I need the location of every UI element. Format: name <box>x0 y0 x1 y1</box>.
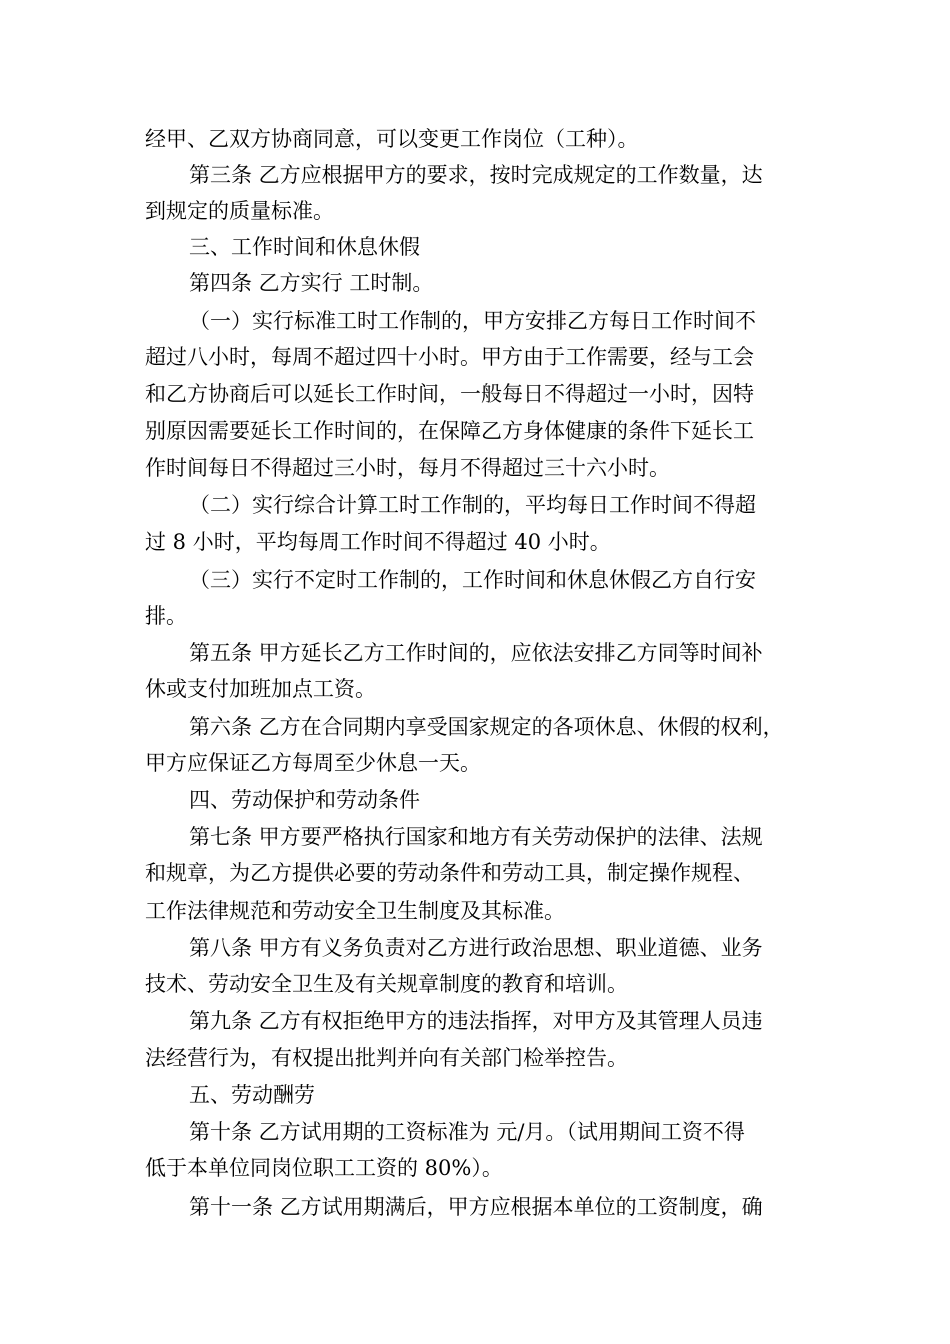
text-line: （三）实行不定时工作制的，工作时间和休息休假乙方自行安 <box>189 568 756 592</box>
text-line: 第五条 甲方延长乙方工作时间的，应依法安排乙方同等时间补 <box>189 641 763 665</box>
text-line: （二）实行综合计算工时工作制的，平均每日工作时间不得超 <box>189 493 756 517</box>
text-line: 第九条 乙方有权拒绝甲方的违法指挥，对甲方及其管理人员违 <box>189 1009 763 1033</box>
text-line: 休或支付加班加点工资。 <box>145 677 376 701</box>
text-line: 第六条 乙方在合同期内享受国家规定的各项休息、休假的权利， <box>189 715 784 739</box>
text-line: 第三条 乙方应根据甲方的要求，按时完成规定的工作数量，达 <box>189 163 763 187</box>
text-line: 技术、劳动安全卫生及有关规章制度的教育和培训。 <box>145 972 628 996</box>
text-line: 超过八小时，每周不超过四十小时。甲方由于工作需要，经与工会 <box>145 345 754 369</box>
text-line: 到规定的质量标准。 <box>145 199 334 223</box>
text-line: （一）实行标准工时工作制的，甲方安排乙方每日工作时间不 <box>189 309 756 333</box>
text-line: 低于本单位同岗位职工工资的 80%）。 <box>145 1156 503 1180</box>
text-line: 第四条 乙方实行 工时制。 <box>189 271 434 295</box>
text-line: 甲方应保证乙方每周至少休息一天。 <box>145 751 481 775</box>
text-line: 别原因需要延长工作时间的，在保障乙方身体健康的条件下延长工 <box>145 419 754 443</box>
section-heading: 四、劳动保护和劳动条件 <box>189 788 420 812</box>
text-line: 排。 <box>145 604 187 628</box>
text-line: 过 8 小时，平均每周工作时间不得超过 40 小时。 <box>145 530 611 554</box>
text-line: 经甲、乙双方协商同意，可以变更工作岗位（工种）。 <box>145 127 639 151</box>
text-line: 法经营行为，有权提出批判并向有关部门检举控告。 <box>145 1046 628 1070</box>
text-line: 和规章，为乙方提供必要的劳动条件和劳动工具，制定操作规程、 <box>145 861 754 885</box>
section-heading: 五、劳动酬劳 <box>189 1083 315 1107</box>
text-line: 第七条 甲方要严格执行国家和地方有关劳动保护的法律、法规 <box>189 825 763 849</box>
text-line: 第八条 甲方有义务负责对乙方进行政治思想、职业道德、业务 <box>189 936 763 960</box>
text-line: 第十一条 乙方试用期满后，甲方应根据本单位的工资制度，确 <box>189 1195 763 1219</box>
text-line: 工作法律规范和劳动安全卫生制度及其标准。 <box>145 899 565 923</box>
text-line: 第十条 乙方试用期的工资标准为 元/月。（试用期间工资不得 <box>189 1120 745 1144</box>
text-line: 作时间每日不得超过三小时，每月不得超过三十六小时。 <box>145 456 670 480</box>
text-line: 和乙方协商后可以延长工作时间，一般每日不得超过一小时，因特 <box>145 382 754 406</box>
section-heading: 三、工作时间和休息休假 <box>189 235 420 259</box>
